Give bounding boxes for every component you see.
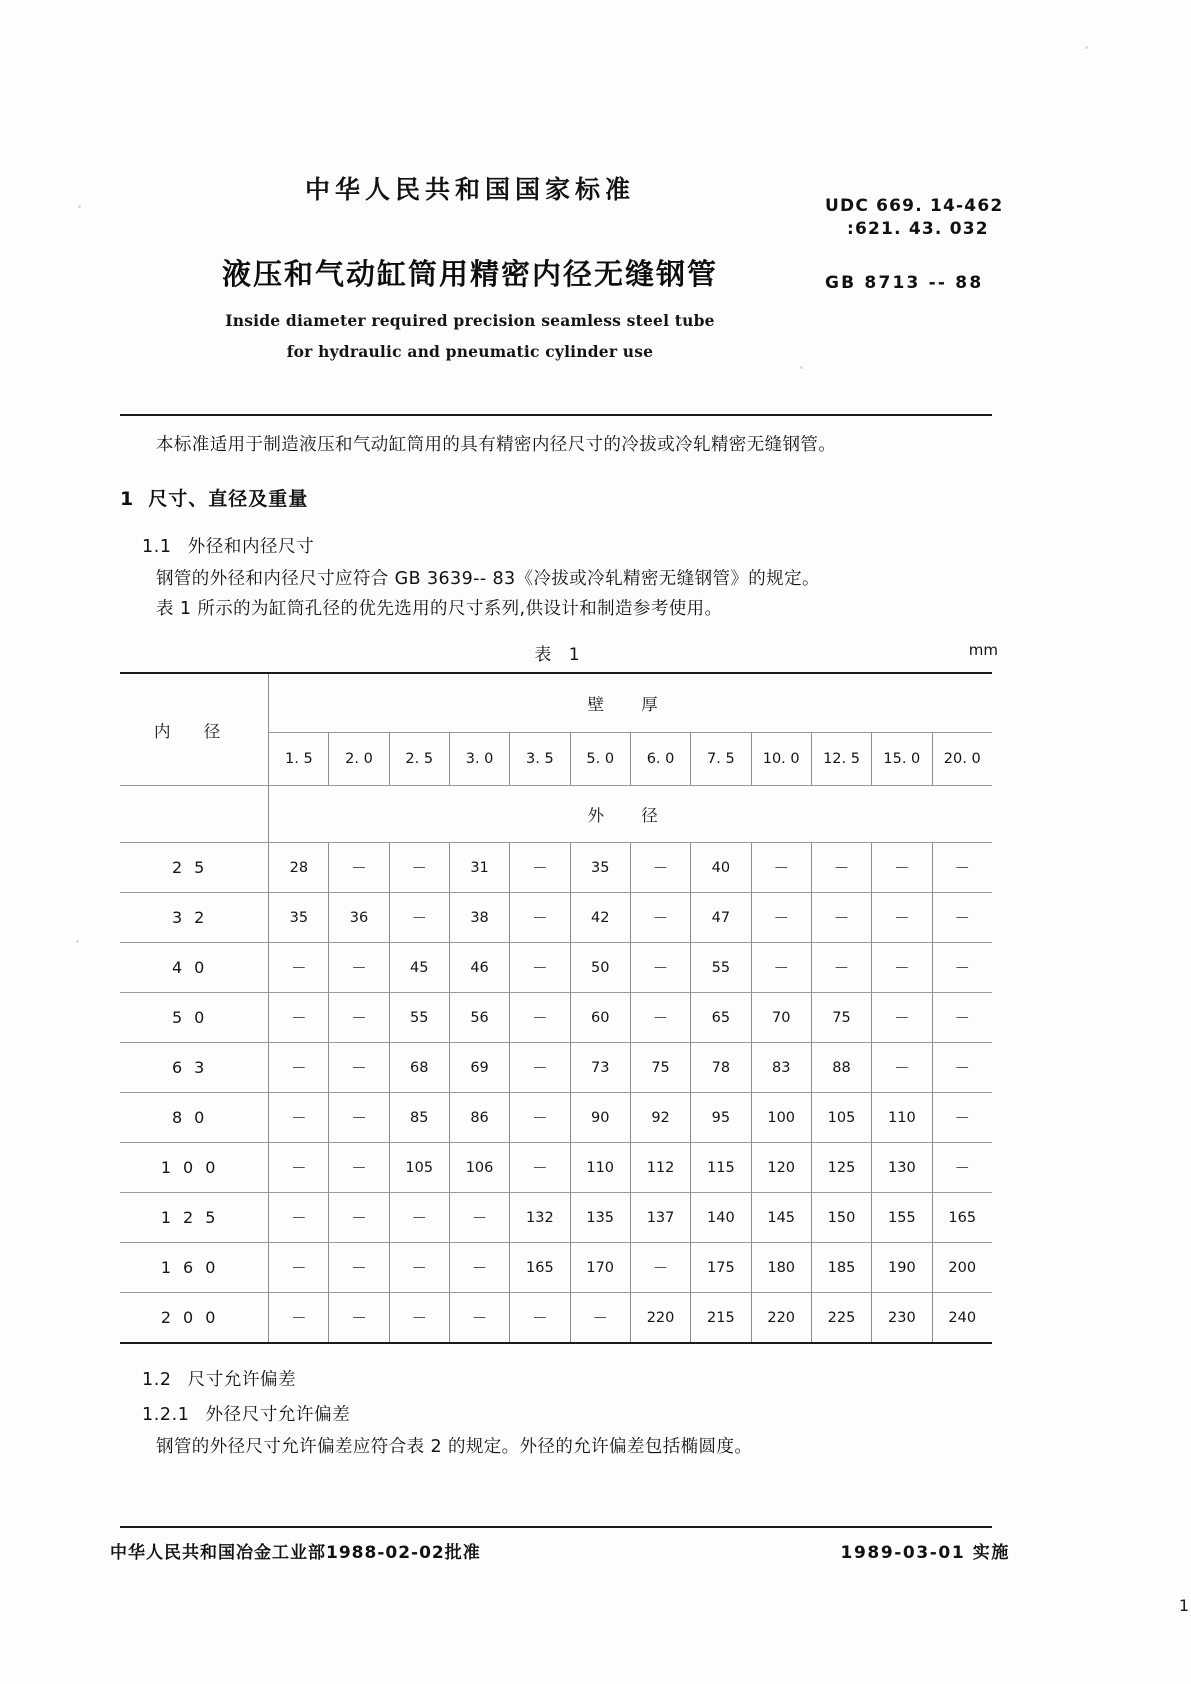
cell-outer-diameter: 45 bbox=[389, 943, 449, 993]
document-body bbox=[120, 430, 1000, 1462]
wall-thickness-value: 12. 5 bbox=[811, 733, 871, 786]
udc-code-line2: :621. 43. 032 bbox=[847, 219, 989, 239]
cell-outer-diameter: 36 bbox=[329, 893, 389, 943]
cell-outer-diameter: — bbox=[811, 943, 871, 993]
document-title-en bbox=[120, 305, 820, 367]
cell-outer-diameter: — bbox=[630, 943, 690, 993]
cell-outer-diameter: 105 bbox=[389, 1143, 449, 1193]
dimension-table bbox=[120, 672, 992, 1344]
cell-outer-diameter: — bbox=[932, 943, 992, 993]
cell-outer-diameter: 112 bbox=[630, 1143, 690, 1193]
cell-outer-diameter: 130 bbox=[872, 1143, 932, 1193]
cell-outer-diameter: — bbox=[932, 843, 992, 893]
cell-outer-diameter: — bbox=[510, 843, 570, 893]
cell-outer-diameter: — bbox=[811, 893, 871, 943]
wall-thickness-value: 6. 0 bbox=[630, 733, 690, 786]
scope-paragraph: 本标准适用于制造液压和气动缸筒用的具有精密内径尺寸的冷拔或冷轧精密无缝钢管。 bbox=[156, 435, 837, 455]
cell-outer-diameter: 95 bbox=[691, 1093, 751, 1143]
table-row bbox=[120, 1243, 992, 1293]
cell-outer-diameter: 105 bbox=[811, 1093, 871, 1143]
cell-outer-diameter: — bbox=[510, 1093, 570, 1143]
header-wall-thickness bbox=[269, 673, 992, 733]
cell-outer-diameter: 75 bbox=[811, 993, 871, 1043]
cell-outer-diameter: 215 bbox=[691, 1293, 751, 1344]
cell-outer-diameter: — bbox=[630, 843, 690, 893]
cell-outer-diameter: 135 bbox=[570, 1193, 630, 1243]
approval-authority: 中华人民共和国冶金工业部1988-02-02批准 bbox=[110, 1543, 481, 1563]
header-inner-diameter-label: 内 径 bbox=[154, 721, 235, 741]
cell-outer-diameter: 65 bbox=[691, 993, 751, 1043]
cell-outer-diameter: — bbox=[751, 893, 811, 943]
cell-outer-diameter: 132 bbox=[510, 1193, 570, 1243]
section-1-1-heading bbox=[120, 533, 1000, 558]
table-row bbox=[120, 1043, 992, 1093]
row-inner-diameter: 25 bbox=[120, 843, 269, 893]
table-1-unit: mm bbox=[968, 641, 998, 659]
cell-outer-diameter: 150 bbox=[811, 1193, 871, 1243]
cell-outer-diameter: — bbox=[329, 1293, 389, 1344]
wall-thickness-value: 3. 5 bbox=[510, 733, 570, 786]
row-inner-diameter: 40 bbox=[120, 943, 269, 993]
row-inner-diameter: 63 bbox=[120, 1043, 269, 1093]
section-1-2-heading bbox=[120, 1366, 1000, 1391]
section-1-1-title: 外径和内径尺寸 bbox=[187, 537, 315, 557]
table-row bbox=[120, 1093, 992, 1143]
cell-outer-diameter: 165 bbox=[510, 1243, 570, 1293]
header-inner-diameter bbox=[120, 673, 269, 786]
cell-outer-diameter: 200 bbox=[932, 1243, 992, 1293]
cell-outer-diameter: — bbox=[872, 893, 932, 943]
row-inner-diameter: 100 bbox=[120, 1143, 269, 1193]
table-row bbox=[120, 993, 992, 1043]
page-number: 1 bbox=[1178, 1596, 1189, 1615]
cell-outer-diameter: — bbox=[389, 1293, 449, 1344]
cell-outer-diameter: — bbox=[932, 1143, 992, 1193]
cell-outer-diameter: — bbox=[510, 1043, 570, 1093]
wall-thickness-value: 20. 0 bbox=[932, 733, 992, 786]
row-inner-diameter: 200 bbox=[120, 1293, 269, 1344]
cell-outer-diameter: — bbox=[449, 1293, 509, 1344]
row-inner-diameter: 32 bbox=[120, 893, 269, 943]
cell-outer-diameter: — bbox=[932, 893, 992, 943]
masthead bbox=[120, 0, 1004, 361]
cell-outer-diameter: 68 bbox=[389, 1043, 449, 1093]
row-inner-diameter: 50 bbox=[120, 993, 269, 1043]
table-row bbox=[120, 893, 992, 943]
standard-codes bbox=[825, 196, 1125, 293]
cell-outer-diameter: 110 bbox=[570, 1143, 630, 1193]
cell-outer-diameter: — bbox=[449, 1193, 509, 1243]
cell-outer-diameter: 50 bbox=[570, 943, 630, 993]
cell-outer-diameter: 73 bbox=[570, 1043, 630, 1093]
cell-outer-diameter: 230 bbox=[872, 1293, 932, 1344]
cell-outer-diameter: 145 bbox=[751, 1193, 811, 1243]
cell-outer-diameter: — bbox=[872, 843, 932, 893]
cell-outer-diameter: — bbox=[872, 943, 932, 993]
table-row bbox=[120, 843, 992, 893]
cell-outer-diameter: 83 bbox=[751, 1043, 811, 1093]
scan-speckle bbox=[1085, 46, 1088, 49]
cell-outer-diameter: — bbox=[510, 943, 570, 993]
header-outer-diameter-label: 外 径 bbox=[587, 806, 674, 825]
cell-outer-diameter: 240 bbox=[932, 1293, 992, 1344]
cell-outer-diameter: 110 bbox=[872, 1093, 932, 1143]
cell-outer-diameter: 31 bbox=[449, 843, 509, 893]
section-1-2-title: 尺寸允许偏差 bbox=[187, 1370, 297, 1390]
cell-outer-diameter: 78 bbox=[691, 1043, 751, 1093]
cell-outer-diameter: — bbox=[269, 1093, 329, 1143]
cell-outer-diameter: — bbox=[389, 893, 449, 943]
cell-outer-diameter: — bbox=[329, 993, 389, 1043]
wall-thickness-value: 5. 0 bbox=[570, 733, 630, 786]
document-title-zh: 液压和气动缸筒用精密内径无缝钢管 bbox=[221, 257, 718, 291]
cell-outer-diameter: 140 bbox=[691, 1193, 751, 1243]
cell-outer-diameter: 90 bbox=[570, 1093, 630, 1143]
cell-outer-diameter: 42 bbox=[570, 893, 630, 943]
cell-outer-diameter: 69 bbox=[449, 1043, 509, 1093]
section-1-2-1-number: 1.2.1 bbox=[142, 1405, 190, 1425]
row-inner-diameter: 80 bbox=[120, 1093, 269, 1143]
cell-outer-diameter: 47 bbox=[691, 893, 751, 943]
cell-outer-diameter: 35 bbox=[269, 893, 329, 943]
cell-outer-diameter: 170 bbox=[570, 1243, 630, 1293]
wall-thickness-value: 2. 5 bbox=[389, 733, 449, 786]
document-title-en-line1: Inside diameter required precision seamless steel tube bbox=[225, 311, 715, 330]
cell-outer-diameter: 185 bbox=[811, 1243, 871, 1293]
cell-outer-diameter: — bbox=[269, 1043, 329, 1093]
cell-outer-diameter: 180 bbox=[751, 1243, 811, 1293]
cell-outer-diameter: — bbox=[751, 843, 811, 893]
cell-outer-diameter: — bbox=[932, 1043, 992, 1093]
table-row bbox=[120, 1193, 992, 1243]
cell-outer-diameter: 35 bbox=[570, 843, 630, 893]
section-1-title: 尺寸、直径及重量 bbox=[148, 488, 309, 510]
cell-outer-diameter: 137 bbox=[630, 1193, 690, 1243]
cell-outer-diameter: — bbox=[329, 1193, 389, 1243]
cell-outer-diameter: — bbox=[329, 843, 389, 893]
wall-thickness-value: 7. 5 bbox=[691, 733, 751, 786]
header-outer-diameter bbox=[269, 786, 992, 843]
cell-outer-diameter: 225 bbox=[811, 1293, 871, 1344]
effective-date: 1989-03-01 实施 bbox=[840, 1543, 1010, 1563]
wall-thickness-value: 2. 0 bbox=[329, 733, 389, 786]
cell-outer-diameter: — bbox=[329, 1043, 389, 1093]
section-1-1-number: 1.1 bbox=[142, 537, 172, 557]
table-row bbox=[120, 1143, 992, 1193]
cell-outer-diameter: 55 bbox=[389, 993, 449, 1043]
cell-outer-diameter: 46 bbox=[449, 943, 509, 993]
cell-outer-diameter: 56 bbox=[449, 993, 509, 1043]
header-divider-rule bbox=[120, 414, 992, 416]
cell-outer-diameter: 40 bbox=[691, 843, 751, 893]
section-1-2-1-paragraph-1: 钢管的外径尺寸允许偏差应符合表 2 的规定。外径的允许偏差包括椭圆度。 bbox=[156, 1437, 753, 1457]
table-1-caption-row bbox=[120, 640, 1000, 666]
cell-outer-diameter: 55 bbox=[691, 943, 751, 993]
cell-outer-diameter: 115 bbox=[691, 1143, 751, 1193]
cell-outer-diameter: 70 bbox=[751, 993, 811, 1043]
section-1-number: 1 bbox=[120, 488, 135, 510]
cell-outer-diameter: — bbox=[389, 843, 449, 893]
cell-outer-diameter: — bbox=[269, 1243, 329, 1293]
cell-outer-diameter: 28 bbox=[269, 843, 329, 893]
cell-outer-diameter: — bbox=[630, 893, 690, 943]
scan-speckle bbox=[76, 940, 79, 943]
cell-outer-diameter: — bbox=[329, 1143, 389, 1193]
document-title-en-line2: for hydraulic and pneumatic cylinder use bbox=[286, 342, 654, 361]
cell-outer-diameter: — bbox=[932, 993, 992, 1043]
cell-outer-diameter: — bbox=[449, 1243, 509, 1293]
cell-outer-diameter: — bbox=[751, 943, 811, 993]
cell-outer-diameter: — bbox=[932, 1093, 992, 1143]
cell-outer-diameter: — bbox=[269, 1293, 329, 1344]
cell-outer-diameter: 100 bbox=[751, 1093, 811, 1143]
cell-outer-diameter: 86 bbox=[449, 1093, 509, 1143]
row-inner-diameter: 125 bbox=[120, 1193, 269, 1243]
cell-outer-diameter: 190 bbox=[872, 1243, 932, 1293]
section-1-2-number: 1.2 bbox=[142, 1370, 172, 1390]
cell-outer-diameter: 220 bbox=[630, 1293, 690, 1344]
cell-outer-diameter: — bbox=[510, 1293, 570, 1344]
cell-outer-diameter: 220 bbox=[751, 1293, 811, 1344]
cell-outer-diameter: — bbox=[630, 1243, 690, 1293]
cell-outer-diameter: — bbox=[872, 1043, 932, 1093]
wall-thickness-value: 10. 0 bbox=[751, 733, 811, 786]
table-header-group-row bbox=[120, 673, 992, 733]
cell-outer-diameter: — bbox=[269, 993, 329, 1043]
section-1-heading bbox=[120, 484, 1000, 511]
udc-code-line1: UDC 669. 14-462 bbox=[825, 196, 1004, 216]
cell-outer-diameter: 155 bbox=[872, 1193, 932, 1243]
cell-outer-diameter: — bbox=[510, 893, 570, 943]
cell-outer-diameter: — bbox=[329, 1093, 389, 1143]
scan-speckle bbox=[78, 205, 81, 208]
row-inner-diameter: 160 bbox=[120, 1243, 269, 1293]
standard-number: GB 8713 -- 88 bbox=[825, 273, 984, 293]
cell-outer-diameter: 120 bbox=[751, 1143, 811, 1193]
wall-thickness-value: 3. 0 bbox=[449, 733, 509, 786]
cell-outer-diameter: — bbox=[329, 943, 389, 993]
header-spacer-cell bbox=[120, 786, 269, 843]
cell-outer-diameter: — bbox=[570, 1293, 630, 1344]
cell-outer-diameter: 75 bbox=[630, 1043, 690, 1093]
cell-outer-diameter: 38 bbox=[449, 893, 509, 943]
cell-outer-diameter: — bbox=[510, 993, 570, 1043]
cell-outer-diameter: 60 bbox=[570, 993, 630, 1043]
footer-divider-rule bbox=[120, 1526, 992, 1528]
section-1-2-1-title: 外径尺寸允许偏差 bbox=[205, 1405, 351, 1425]
cell-outer-diameter: — bbox=[389, 1193, 449, 1243]
cell-outer-diameter: 85 bbox=[389, 1093, 449, 1143]
table-1-caption: 表 1 bbox=[534, 645, 586, 665]
section-1-1-paragraph-2: 表 1 所示的为缸筒孔径的优先选用的尺寸系列,供设计和制造参考使用。 bbox=[156, 599, 723, 619]
cell-outer-diameter: — bbox=[510, 1143, 570, 1193]
cell-outer-diameter: 125 bbox=[811, 1143, 871, 1193]
wall-thickness-value: 15. 0 bbox=[872, 733, 932, 786]
table-header-outer-diameter-row bbox=[120, 786, 992, 843]
table-row bbox=[120, 943, 992, 993]
cell-outer-diameter: 165 bbox=[932, 1193, 992, 1243]
cell-outer-diameter: 88 bbox=[811, 1043, 871, 1093]
header-wall-thickness-label: 壁 厚 bbox=[587, 695, 674, 714]
cell-outer-diameter: — bbox=[630, 993, 690, 1043]
cell-outer-diameter: 175 bbox=[691, 1243, 751, 1293]
dimension-table-body bbox=[120, 673, 992, 1343]
cell-outer-diameter: — bbox=[269, 1143, 329, 1193]
cell-outer-diameter: — bbox=[269, 1193, 329, 1243]
section-1-1-paragraph-1: 钢管的外径和内径尺寸应符合 GB 3639-- 83《冷拔或冷轧精密无缝钢管》的规定。 bbox=[156, 569, 820, 589]
cell-outer-diameter: — bbox=[389, 1243, 449, 1293]
cell-outer-diameter: 92 bbox=[630, 1093, 690, 1143]
section-1-2-1-heading bbox=[120, 1401, 1000, 1426]
cell-outer-diameter: — bbox=[329, 1243, 389, 1293]
cell-outer-diameter: 106 bbox=[449, 1143, 509, 1193]
wall-thickness-value: 1. 5 bbox=[269, 733, 329, 786]
cell-outer-diameter: — bbox=[811, 843, 871, 893]
national-standard-heading: 中华人民共和国国家标准 bbox=[304, 175, 635, 204]
cell-outer-diameter: — bbox=[269, 943, 329, 993]
table-row bbox=[120, 1293, 992, 1344]
cell-outer-diameter: — bbox=[872, 993, 932, 1043]
